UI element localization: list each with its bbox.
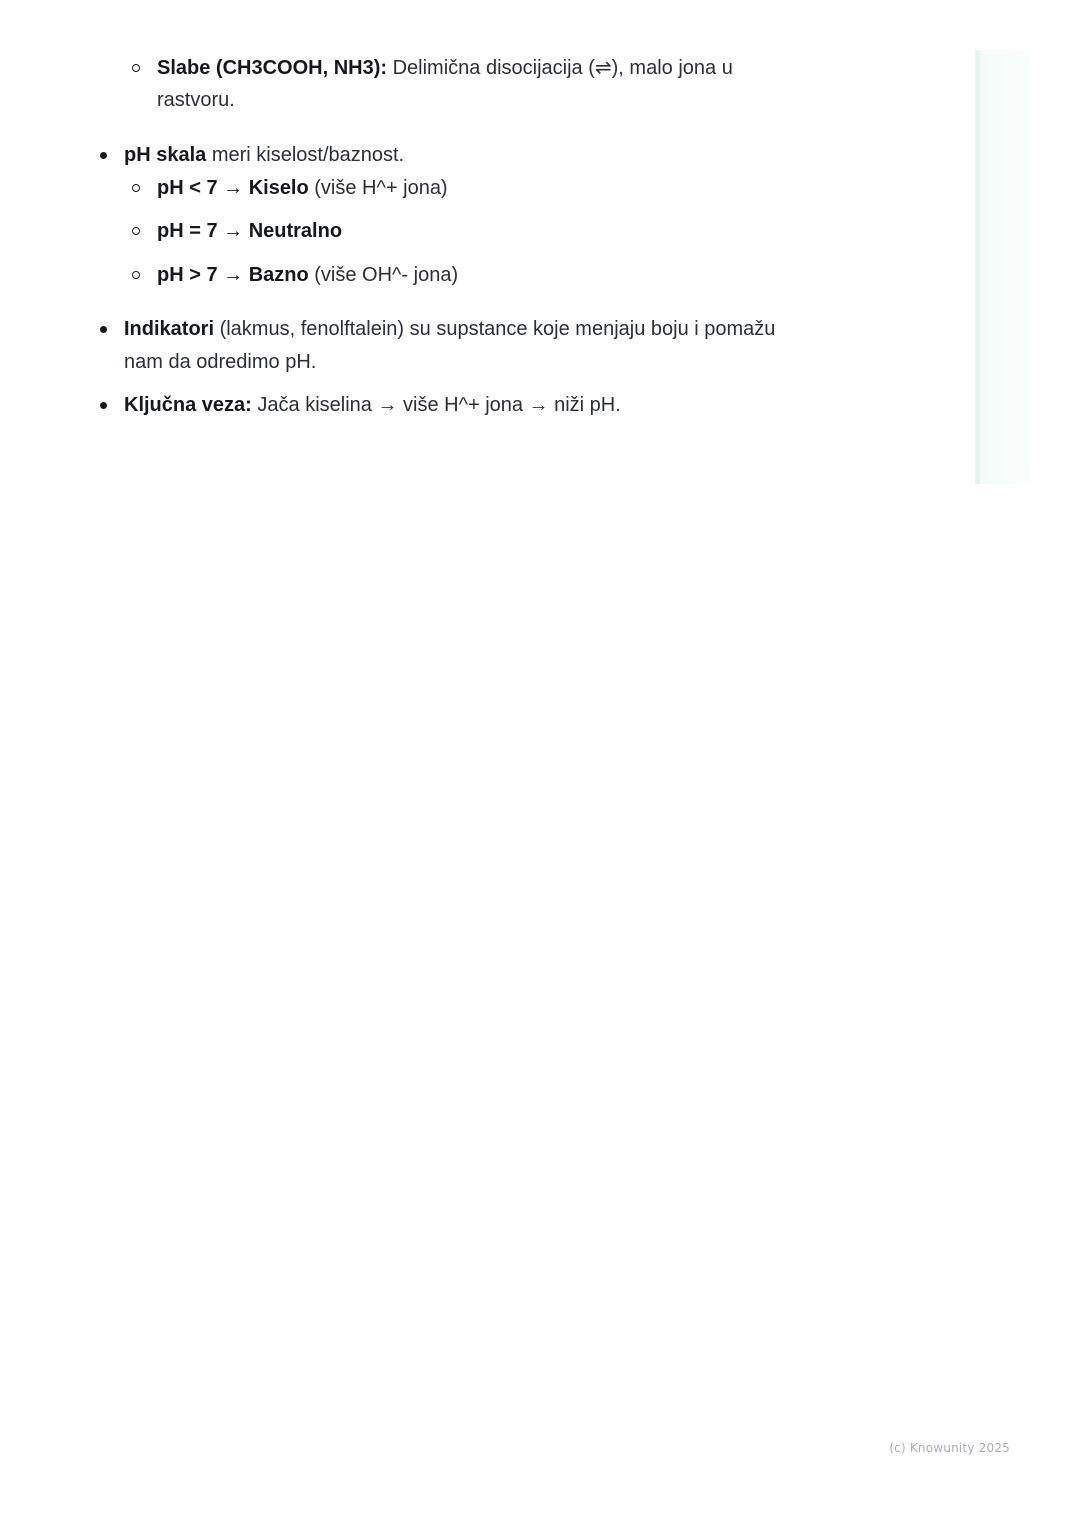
item-text: nam da odredimo pH.	[124, 351, 317, 373]
term-bazno: pH > 7 → Bazno	[157, 264, 309, 286]
term-kljucna-veza: Ključna veza:	[124, 394, 252, 416]
item-text: (više OH^- jona)	[308, 264, 459, 286]
term-kiselo: pH < 7 → Kiselo	[157, 177, 309, 199]
bullet-marker	[100, 326, 107, 333]
item-text: Jača kiselina → više H^+ jona → niži pH.	[251, 394, 621, 416]
item-text: (više H^+ jona)	[308, 177, 448, 199]
list-item-ph-gt-7	[157, 259, 458, 291]
term-slabe-mid: COOH, NH	[262, 57, 363, 79]
sub-bullet-marker	[132, 184, 140, 192]
item-text: meri kiselost/baznost.	[206, 144, 405, 166]
list-item-ph-skala	[124, 139, 404, 171]
list-item-ph-eq-7	[157, 215, 342, 247]
term-ph-skala: pH skala	[124, 144, 207, 166]
sub-bullet-marker	[132, 227, 140, 235]
list-item-kljucna-veza	[124, 389, 621, 421]
item-text: rastvoru.	[157, 89, 235, 111]
side-accent-bar	[975, 50, 980, 484]
bullet-marker	[100, 152, 107, 159]
copyright-footer: (c) Knowunity 2025	[889, 1441, 1010, 1455]
side-accent-panel	[975, 50, 1031, 484]
list-item-slabe-cont	[157, 84, 235, 116]
sub-bullet-marker	[132, 271, 140, 279]
subscript: 3	[362, 57, 374, 79]
list-item-indikatori	[124, 313, 775, 345]
term-slabe-end: ):	[373, 57, 388, 79]
term-slabe: Slabe (CH	[157, 57, 252, 79]
term-indikatori: Indikatori	[124, 318, 215, 340]
list-item-indikatori-cont	[124, 346, 316, 378]
item-text: Delimična disocijacija (⇌), malo jona u	[387, 57, 733, 79]
sub-bullet-marker	[132, 64, 140, 72]
list-item-slabe	[157, 52, 733, 84]
term-neutralno: pH = 7 → Neutralno	[157, 220, 343, 242]
bullet-marker	[100, 402, 107, 409]
item-text: (lakmus, fenolftalein) su supstance koje menjaju boju i pomažu	[214, 318, 776, 340]
list-item-ph-lt-7	[157, 172, 448, 204]
subscript: 3	[251, 57, 263, 79]
